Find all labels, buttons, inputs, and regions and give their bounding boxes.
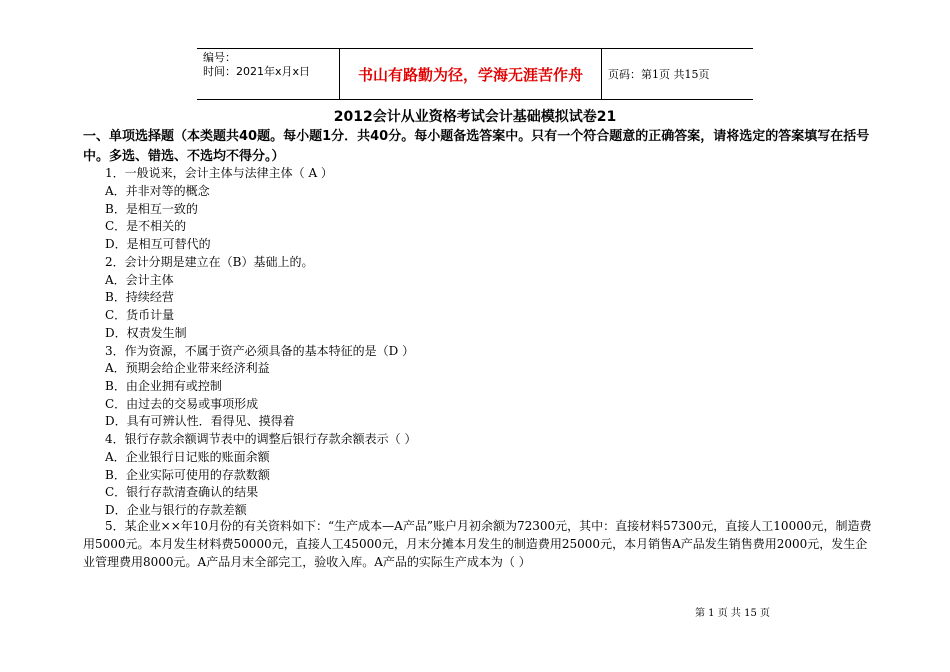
list-item: D．权责发生制	[105, 326, 187, 340]
list-item: C．是不相关的	[105, 219, 187, 233]
document-title: 2012会计从业资格考试会计基础模拟试卷21	[333, 109, 617, 125]
list-item: B．是相互一致的	[105, 202, 198, 216]
list-item: 2．会计分期是建立在（B）基础上的。	[105, 255, 314, 269]
list-item: D．是相互可替代的	[105, 237, 211, 251]
list-item: C．银行存款清查确认的结果	[105, 485, 259, 499]
section-heading: 一、单项选择题（本类题共40题。每小题1分．共40分。每小题备选答案中。只有一个符合题意的正确答案，请将选定的答案填写在括号中。多选、错选、不选均不得分。）	[83, 129, 870, 164]
question-5-paragraph: 5．某企业××年10月份的有关资料如下：“生产成本—A产品”账户月初余额为72300元，其中：直接材料57300元，直接人工10000元，制造费用5000元。本月发生材料费50000元，直接人工45000元，月末分摊本月发生的制造费用25000元，本月销售A产品发生销售费用2000元，发生企业管理费用8000元。A产品月末全部完工，验收入库。A产品的实际生产成本为（ ）	[83, 519, 872, 569]
motto-cell	[340, 49, 602, 99]
list-item: A．会计主体	[105, 273, 174, 287]
list-item: B．企业实际可使用的存款数额	[105, 468, 270, 482]
header-table	[197, 48, 753, 100]
list-item: B．由企业拥有或控制	[105, 379, 222, 393]
header-meta-cell	[197, 49, 340, 99]
list-item: B．持续经营	[105, 290, 174, 304]
list-item: C．由过去的交易或事项形成	[105, 397, 259, 411]
list-item: A．并非对等的概念	[105, 184, 210, 198]
list-item: 1．一般说来，会计主体与法律主体（ A ）	[105, 166, 333, 180]
page-code-text: 页码：第1页 共15页	[608, 68, 710, 81]
motto-text: 书山有路勤为径，学海无涯苦作舟	[357, 65, 583, 84]
list-item: C．货币计量	[105, 308, 175, 322]
list-item: D．具有可辨认性．看得见、摸得着	[105, 414, 295, 428]
page-footer: 第 1 页 共 15 页	[695, 608, 770, 619]
list-item: D．企业与银行的存款差额	[105, 503, 247, 517]
list-item: A．企业银行日记账的账面余额	[105, 450, 270, 464]
page-code-cell	[602, 49, 753, 99]
list-item: 3．作为资源，不属于资产必须具备的基本特征的是（D ）	[105, 344, 415, 358]
date-label: 时间：2021年x月x日	[203, 65, 311, 78]
list-item: A．预期会给企业带来经济利益	[105, 361, 270, 375]
number-label: 编号：	[203, 51, 236, 64]
list-item: 4．银行存款余额调节表中的调整后银行存款余额表示（ ）	[105, 432, 417, 446]
